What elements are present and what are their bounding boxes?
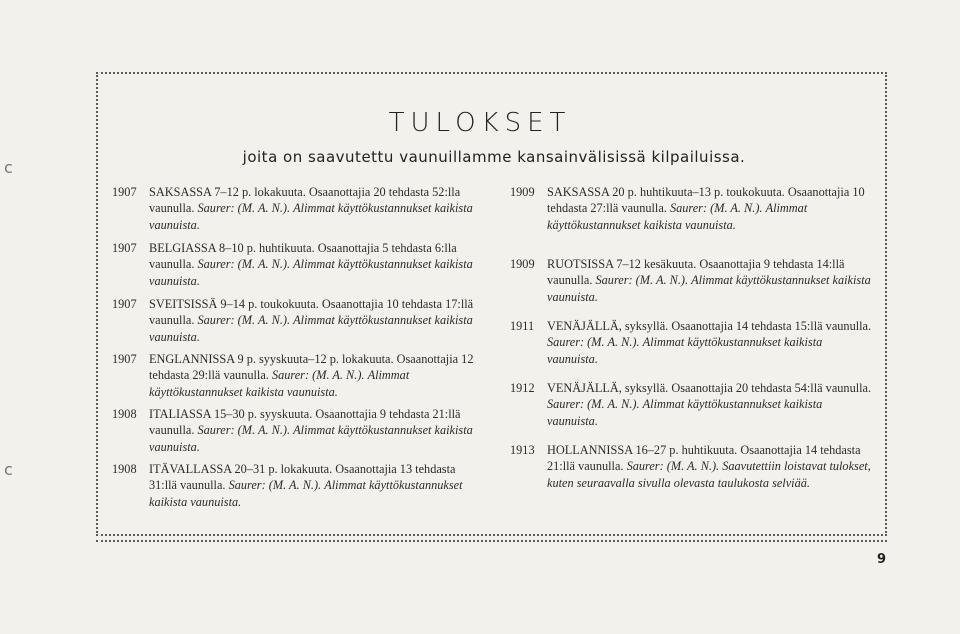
entry-year: 1913 [510,443,535,457]
entry-text: ENGLANNISSA 9 p. syyskuuta–12 p. lokakuuta. Osaanottajia 12 tehdasta 29:llä vaunulla. [149,352,474,383]
entry-note: Alimmat käyttökustannukset kaikista vaunuista. [149,368,410,399]
punch-hole-mark: c [4,460,13,479]
entry-text: ITALIASSA 15–30 p. syyskuuta. Osaanottajia 9 tehdasta 21:llä vaunulla. [149,407,461,438]
dotted-rule [96,540,887,542]
entry-note: Alimmat käyttökustannukset kaikista vaunuista. [149,201,473,232]
entry-text: VENÄJÄLLÄ, syksyllä. Osaanottajia 20 tehdasta 54:llä vaunulla. [547,381,872,395]
entry-text: SAKSASSA 7–12 p. lokakuuta. Osaanottajia 20 tehdasta 52:lla vaunulla. [149,185,461,216]
entry-note: Alimmat käyttökustannukset kaikista vaunuista. [149,478,463,509]
page-subtitle: joita on saavutettu vaunuillamme kansainvälisissä kilpailuissa. [242,148,746,166]
entry-note: Alimmat käyttökustannukset kaikista vaunuista. [547,201,808,232]
entry-text: SVEITSISSÄ 9–14 p. toukokuuta. Osaanottajia 10 tehdasta 17:llä vaunulla. [149,297,474,328]
entry-saurer: Saurer: (M. A. N.). [197,423,291,438]
page-number: 9 [877,552,887,567]
entry-year: 1907 [112,241,137,255]
page-title: TULOKSET [388,108,572,138]
entry-saurer: Saurer: (M. A. N.). Saavutettiin loistavat tulokset, kuten seuraavalla sivulla olevasta taulukosta selviää. [547,459,871,490]
entry-note: Alimmat käyttökustannukset kaikista vaunuista. [149,257,473,288]
entry-text: RUOTSISSA 7–12 kesäkuuta. Osaanottajia 9 tehdasta 14:llä vaunulla. [547,257,845,288]
punch-hole-mark: c [4,158,13,177]
entry-year: 1908 [112,462,137,476]
entry-note: Alimmat käyttökustannukset kaikista vaunuista. [149,423,473,454]
entry-year: 1912 [510,381,535,395]
entry-note: Alimmat käyttökustannukset kaikista vaunuista. [547,335,823,366]
entry-year: 1908 [112,407,137,421]
entry-text: ITÄVALLASSA 20–31 p. lokakuuta. Osaanottajia 13 tehdasta 31:llä vaunulla. [149,462,456,493]
entry-text: VENÄJÄLLÄ, syksyllä. Osaanottajia 14 tehdasta 15:llä vaunulla. [547,319,872,333]
entry-saurer: Saurer: (M. A. N.). [228,478,322,493]
entry-year: 1909 [510,185,535,199]
entry-text: SAKSASSA 20 p. huhtikuuta–13 p. toukokuuta. Osaanottajia 10 tehdasta 27:llä vaunulla. [547,185,865,216]
entry-saurer: Saurer: (M. A. N.). [197,313,291,328]
entry-saurer: Saurer: (M. A. N.). [547,335,640,350]
entry-note: Alimmat käyttökustannukset kaikista vaunuista. [547,273,871,304]
entry-saurer: Saurer: (M. A. N.). [547,397,640,412]
entry-year: 1907 [112,185,137,199]
entry-year: 1911 [510,319,535,333]
entry-saurer: Saurer: (M. A. N.). [197,201,291,216]
entry-year: 1907 [112,297,137,311]
entry-note: Alimmat käyttökustannukset kaikista vaunuista. [547,397,823,428]
entry-year: 1907 [112,352,137,366]
entry-saurer: Saurer: (M. A. N.). [595,273,689,288]
entry-saurer: Saurer: (M. A. N.). [669,201,763,216]
entry-saurer: Saurer: (M. A. N.). [197,257,291,272]
entry-text: HOLLANNISSA 16–27 p. huhtikuuta. Osaanottajia 14 tehdasta 21:llä vaunulla. [547,443,861,474]
entry-year: 1909 [510,257,535,271]
entry-saurer: Saurer: (M. A. N.). [271,368,365,383]
entry-note: Alimmat käyttökustannukset kaikista vaunuista. [149,313,473,344]
entry-text: BELGIASSA 8–10 p. huhtikuuta. Osaanottajia 5 tehdasta 6:lla vaunulla. [149,241,457,272]
